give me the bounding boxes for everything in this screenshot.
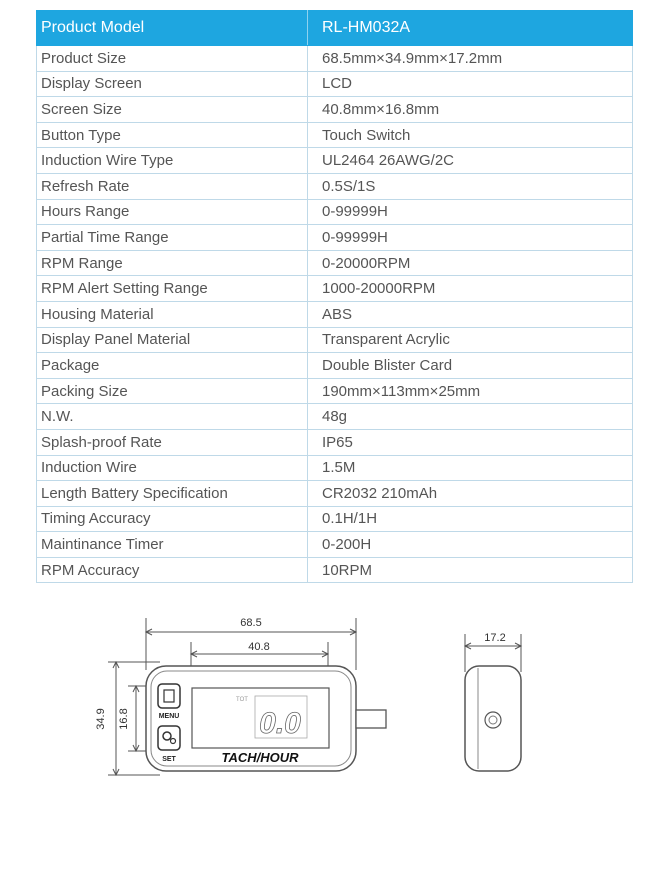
spec-row [37, 301, 633, 327]
spec-row [37, 532, 633, 558]
dim-screen-width-label: 40.8 [248, 641, 270, 653]
spec-name-cell: Induction Wire [37, 455, 308, 481]
spec-value-cell: Touch Switch [308, 122, 633, 148]
spec-value-cell: 190mm×113mm×25mm [308, 378, 633, 404]
spec-row [37, 250, 633, 276]
spec-row [37, 97, 633, 123]
spec-value-cell: 0-20000RPM [308, 250, 633, 276]
spec-name-cell: N.W. [37, 404, 308, 430]
header-name-cell: Product Model [37, 11, 308, 46]
spec-name-cell: Screen Size [37, 97, 308, 123]
spec-value-cell: 10RPM [308, 557, 633, 583]
dim-height-label: 34.9 [95, 708, 107, 730]
spec-row [37, 429, 633, 455]
spec-name-cell: Length Battery Specification [37, 481, 308, 507]
spec-value-cell: LCD [308, 71, 633, 97]
spec-row [37, 378, 633, 404]
spec-table [36, 10, 633, 583]
spec-name-cell: Partial Time Range [37, 225, 308, 251]
spec-row [37, 46, 633, 72]
spec-name-cell: RPM Alert Setting Range [37, 276, 308, 302]
dim-depth-label: 17.2 [484, 632, 506, 644]
spec-name-cell: Display Panel Material [37, 327, 308, 353]
spec-row [37, 481, 633, 507]
spec-name-cell: Product Size [37, 46, 308, 72]
spec-name-cell: Button Type [37, 122, 308, 148]
spec-row [37, 327, 633, 353]
spec-value-cell: Transparent Acrylic [308, 327, 633, 353]
spec-value-cell: IP65 [308, 429, 633, 455]
spec-row [37, 199, 633, 225]
set-button-label: SET [162, 756, 176, 763]
spec-row [37, 71, 633, 97]
spec-name-cell: Refresh Rate [37, 173, 308, 199]
spec-value-cell: 68.5mm×34.9mm×17.2mm [308, 46, 633, 72]
spec-value-cell: 0-200H [308, 532, 633, 558]
spec-value-cell: 48g [308, 404, 633, 430]
spec-value-cell: ABS [308, 301, 633, 327]
spec-row [37, 506, 633, 532]
spec-name-cell: Packing Size [37, 378, 308, 404]
spec-value-cell: Double Blister Card [308, 353, 633, 379]
spec-value-cell: 1000-20000RPM [308, 276, 633, 302]
spec-value-cell: 0.5S/1S [308, 173, 633, 199]
spec-value-cell: 0.1H/1H [308, 506, 633, 532]
spec-name-cell: RPM Range [37, 250, 308, 276]
brand-label: TACH/HOUR [221, 750, 299, 765]
dimension-drawing [0, 610, 670, 810]
spec-header-row [37, 11, 633, 46]
spec-name-cell: Maintinance Timer [37, 532, 308, 558]
spec-row [37, 455, 633, 481]
spec-row [37, 353, 633, 379]
spec-name-cell: Timing Accuracy [37, 506, 308, 532]
spec-name-cell: Display Screen [37, 71, 308, 97]
spec-row [37, 225, 633, 251]
spec-row [37, 276, 633, 302]
menu-button-label: MENU [158, 713, 180, 720]
spec-name-cell: Splash-proof Rate [37, 429, 308, 455]
lcd-tot-label: TOT [236, 697, 248, 703]
spec-name-cell: Housing Material [37, 301, 308, 327]
spec-row [37, 122, 633, 148]
spec-row [37, 404, 633, 430]
spec-name-cell: Package [37, 353, 308, 379]
lcd-digits: 0.0 [259, 707, 301, 740]
spec-value-cell: CR2032 210mAh [308, 481, 633, 507]
spec-value-cell: 0-99999H [308, 199, 633, 225]
header-value-cell: RL-HM032A [308, 11, 633, 46]
spec-row [37, 148, 633, 174]
spec-row [37, 173, 633, 199]
spec-value-cell: 1.5M [308, 455, 633, 481]
spec-value-cell: 0-99999H [308, 225, 633, 251]
dim-width-label: 68.5 [240, 617, 262, 629]
spec-name-cell: RPM Accuracy [37, 557, 308, 583]
spec-name-cell: Induction Wire Type [37, 148, 308, 174]
dim-screen-height-label: 16.8 [118, 708, 130, 730]
device-side-view [465, 666, 521, 771]
spec-value-cell: UL2464 26AWG/2C [308, 148, 633, 174]
spec-row [37, 557, 633, 583]
spec-name-cell: Hours Range [37, 199, 308, 225]
spec-value-cell: 40.8mm×16.8mm [308, 97, 633, 123]
